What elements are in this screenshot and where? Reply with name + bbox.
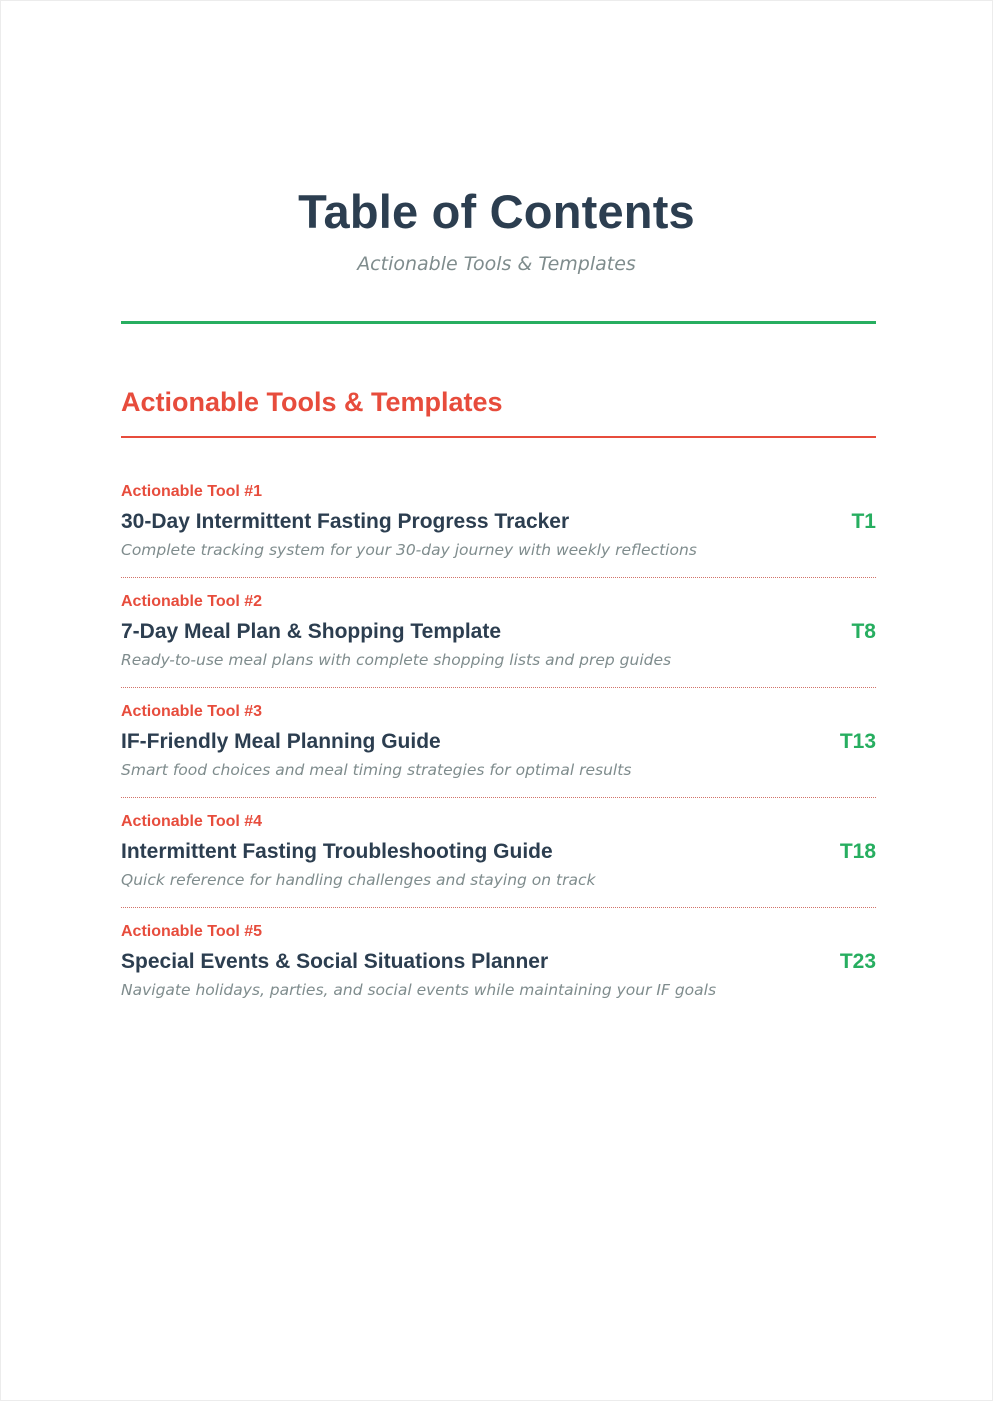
toc-entry-description: Quick reference for handling challenges and staying on track (121, 871, 596, 889)
toc-entry-label: Actionable Tool #3 (121, 703, 263, 720)
toc-entry-page[interactable]: T18 (839, 840, 876, 863)
title-divider (121, 321, 876, 324)
toc-entry-title[interactable]: Special Events & Social Situations Planner (121, 950, 549, 973)
section-divider (121, 436, 876, 438)
toc-entry-2[interactable] (121, 588, 876, 698)
toc-list (121, 478, 876, 1028)
toc-entry-divider (121, 797, 876, 798)
toc-entry-label: Actionable Tool #1 (121, 483, 263, 500)
toc-entry-page[interactable]: T1 (851, 510, 876, 533)
toc-entry-divider (121, 907, 876, 908)
toc-entry-page[interactable]: T13 (839, 730, 876, 753)
toc-entry-title[interactable]: IF-Friendly Meal Planning Guide (121, 730, 441, 753)
toc-entry-title[interactable]: 7-Day Meal Plan & Shopping Template (121, 620, 502, 643)
toc-entry-title[interactable]: 30-Day Intermittent Fasting Progress Tracker (121, 510, 570, 533)
toc-entry-description: Navigate holidays, parties, and social events while maintaining your IF goals (121, 981, 717, 999)
toc-entry-4[interactable] (121, 808, 876, 918)
toc-entry-divider (121, 687, 876, 688)
toc-entry-label: Actionable Tool #5 (121, 923, 263, 940)
toc-entry-description: Complete tracking system for your 30-day journey with weekly reflections (121, 541, 697, 559)
toc-entry-description: Smart food choices and meal timing strategies for optimal results (121, 761, 632, 779)
section-heading: Actionable Tools & Templates (121, 387, 503, 417)
toc-entry-title[interactable]: Intermittent Fasting Troubleshooting Guide (121, 840, 553, 863)
toc-entry-5[interactable] (121, 918, 876, 1028)
toc-entry-page[interactable]: T23 (839, 950, 876, 973)
toc-entry-label: Actionable Tool #4 (121, 813, 263, 830)
toc-entry-3[interactable] (121, 698, 876, 808)
page-subtitle: Actionable Tools & Templates (357, 253, 636, 275)
page-title: Table of Contents (298, 185, 695, 238)
toc-entry-divider (121, 577, 876, 578)
toc-entry-description: Ready-to-use meal plans with complete shopping lists and prep guides (121, 651, 672, 669)
toc-entry-1[interactable] (121, 478, 876, 588)
toc-entry-label: Actionable Tool #2 (121, 593, 263, 610)
toc-entry-page[interactable]: T8 (851, 620, 876, 643)
